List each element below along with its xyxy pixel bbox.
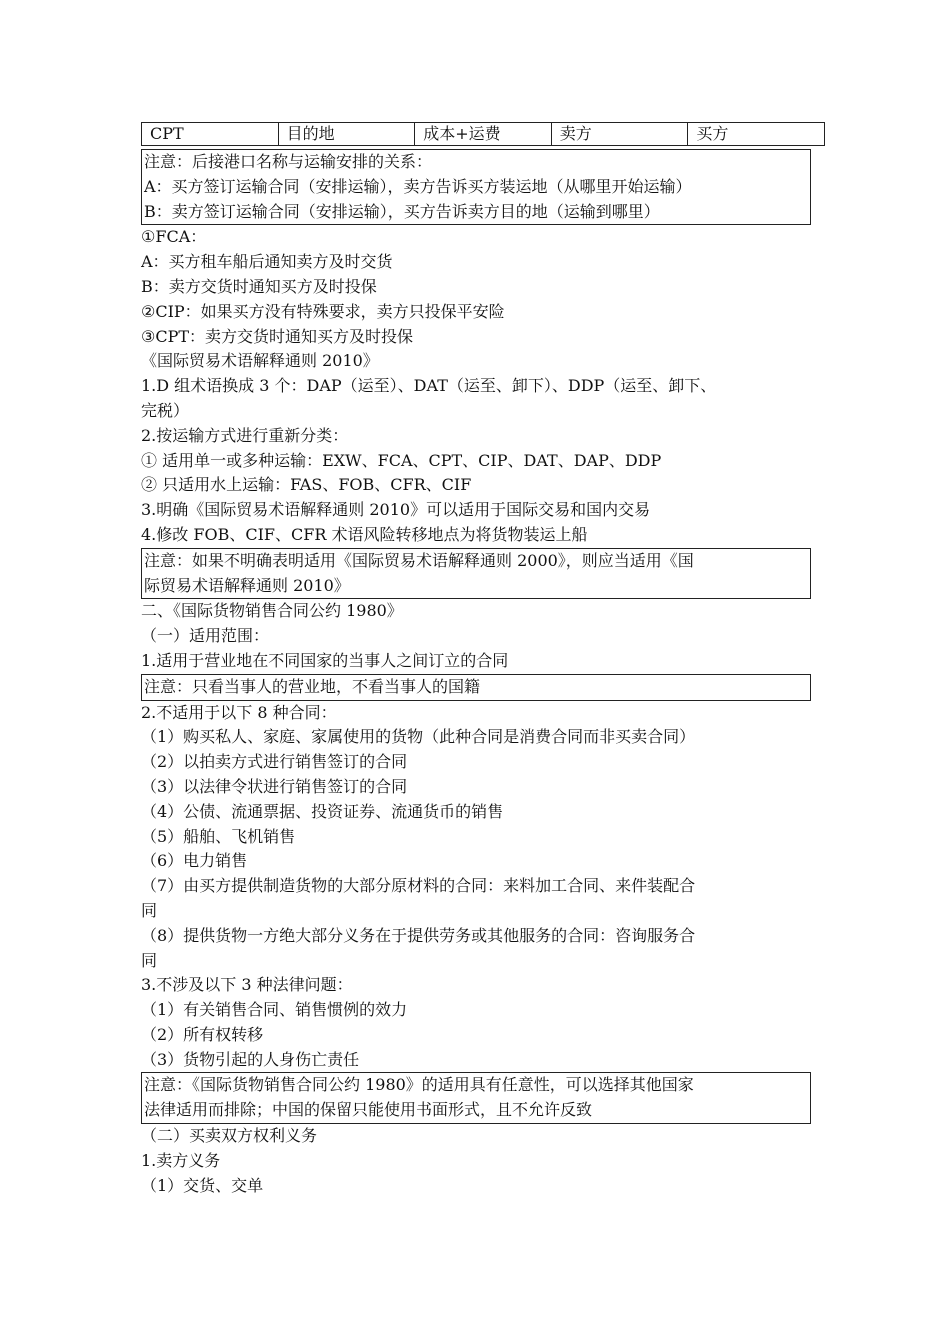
text-line: 2.不适用于以下 8 种合同： <box>141 702 337 722</box>
note-box-incoterms-applicability <box>141 548 811 600</box>
list-item: （8）提供货物一方绝大部分义务在于提供劳务或其他服务的合同：咨询服务合 <box>141 925 696 945</box>
text-line: 1.卖方义务 <box>141 1150 221 1170</box>
note-line: A：买方签订运输合同（安排运输），卖方告诉买方装运地（从哪里开始运输） <box>144 176 692 196</box>
list-item: （6）电力销售 <box>141 851 248 871</box>
section-heading: 二、《国际货物销售合同公约 1980》 <box>141 601 403 621</box>
table-cell-term: CPT <box>142 123 279 146</box>
section-heading: 《国际贸易术语解释通则 2010》 <box>141 351 379 371</box>
list-item: （3）以法律令状进行销售签订的合同 <box>141 776 408 796</box>
table-cell-price: 成本+运费 <box>415 123 552 146</box>
text-line: 2.按运输方式进行重新分类： <box>141 425 349 445</box>
note-box-cisg-optional <box>141 1072 811 1124</box>
cisg-exclusions-section <box>141 701 825 1073</box>
list-item: （1）交货、交单 <box>141 1175 264 1195</box>
text-line: 3.不涉及以下 3 种法律问题： <box>141 975 353 995</box>
text-line: ②CIP：如果买方没有特殊要求，卖方只投保平安险 <box>141 301 505 321</box>
text-line: 3.明确《国际贸易术语解释通则 2010》可以适用于国际交易和国内交易 <box>141 500 651 520</box>
note-box-place-of-business <box>141 674 811 701</box>
text-line: ① 适用单一或多种运输：EXW、FCA、CPT、CIP、DAT、DAP、DDP <box>141 450 662 470</box>
note-line: 注意：后接港口名称与运输安排的关系： <box>144 152 433 171</box>
text-line: A：买方租车船后通知卖方及时交货 <box>141 252 393 272</box>
note-line: B：卖方签订运输合同（安排运输），买方告诉卖方目的地（运输到哪里） <box>144 201 660 221</box>
note-line: 注意：只看当事人的营业地，不看当事人的国籍 <box>144 676 481 696</box>
text-line: 1.适用于营业地在不同国家的当事人之间订立的合同 <box>141 650 509 670</box>
note-line: 际贸易术语解释通则 2010》 <box>144 575 350 595</box>
list-item: 同 <box>141 950 158 970</box>
list-item: （1）有关销售合同、销售惯例的效力 <box>141 1000 408 1020</box>
list-item: （7）由买方提供制造货物的大部分原材料的合同：来料加工合同、来件装配合 <box>141 876 696 896</box>
note-line: 注意：如果不明确表明适用《国际贸易术语解释通则 2000》，则应当适用《国 <box>144 550 694 570</box>
rights-obligations-section <box>141 1124 825 1198</box>
subsection-heading: （一）适用范围： <box>141 626 270 646</box>
list-item: （4）公债、流通票据、投资证券、流通货币的销售 <box>141 801 504 821</box>
text-line: 1.D 组术语换成 3 个：DAP（运至）、DAT（运至、卸下）、DDP（运至、卸下、 <box>141 376 717 396</box>
table-cell-insurance: 买方 <box>688 123 825 146</box>
text-line: B：卖方交货时通知买方及时投保 <box>141 276 377 296</box>
list-item: （5）船舶、飞机销售 <box>141 826 296 846</box>
text-line: ①FCA： <box>141 227 207 247</box>
document-content <box>141 122 825 1198</box>
text-line: ② 只适用水上运输：FAS、FOB、CFR、CIF <box>141 475 472 495</box>
cisg-scope-section <box>141 599 825 673</box>
table-cell-delivery-place: 目的地 <box>278 123 415 146</box>
table-cell-transport: 卖方 <box>551 123 688 146</box>
trade-terms-table <box>141 122 825 146</box>
list-item: （3）货物引起的人身伤亡责任 <box>141 1049 360 1069</box>
table-row <box>142 123 825 146</box>
subsection-heading: （二）买卖双方权利义务 <box>141 1126 318 1146</box>
note-line: 法律适用而排除；中国的保留只能使用书面形式，且不允许反致 <box>144 1100 593 1120</box>
text-line: ③CPT：卖方交货时通知买方及时投保 <box>141 326 414 346</box>
note-line: 注意：《国际货物销售合同公约 1980》的适用具有任意性，可以选择其他国家 <box>144 1075 694 1095</box>
incoterms-2010-section <box>141 225 825 547</box>
text-line: 完税） <box>141 400 190 420</box>
note-box-port-transport <box>141 149 811 225</box>
list-item: （2）以拍卖方式进行销售签订的合同 <box>141 752 408 772</box>
text-line: 4.修改 FOB、CIF、CFR 术语风险转移地点为将货物装运上船 <box>141 524 588 544</box>
list-item: （2）所有权转移 <box>141 1024 264 1044</box>
list-item: 同 <box>141 900 158 920</box>
list-item: （1）购买私人、家庭、家属使用的货物（此种合同是消费合同而非买卖合同） <box>141 727 696 747</box>
